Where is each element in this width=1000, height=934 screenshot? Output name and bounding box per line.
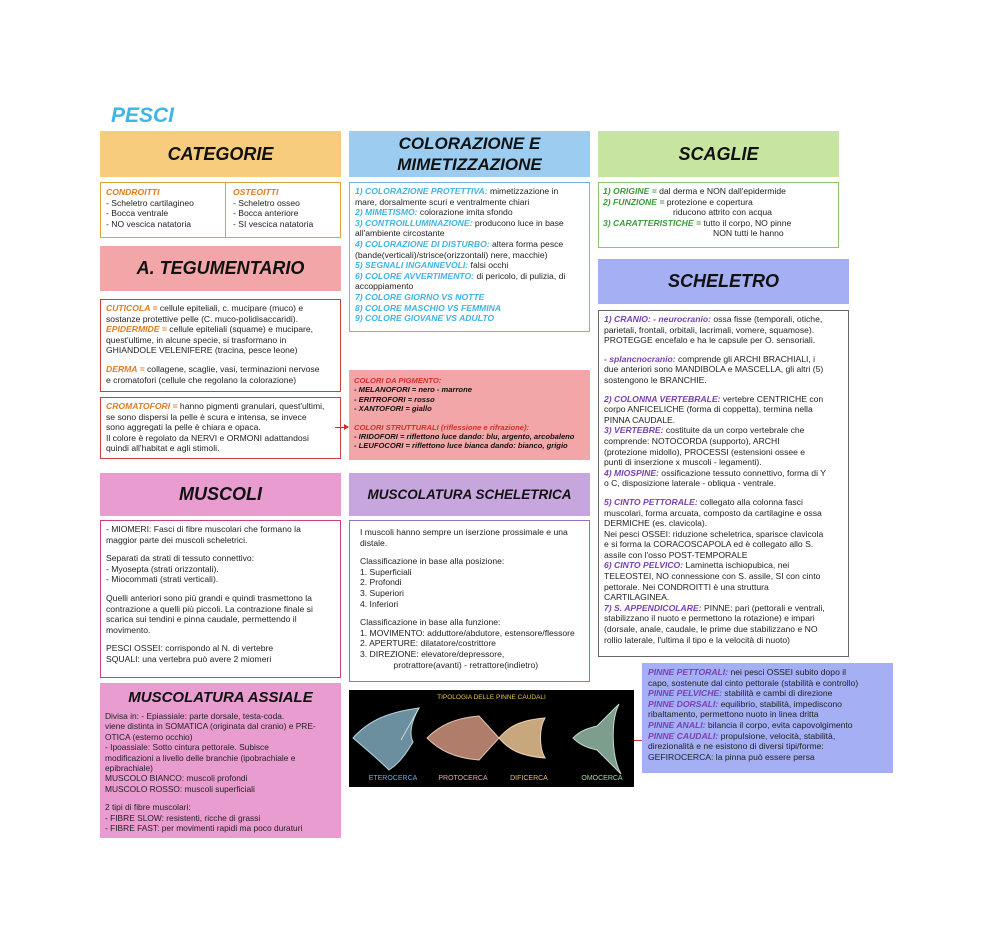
cromatofori-line-text: hanno pigmenti granulari, quest'ultimi, bbox=[177, 401, 325, 411]
scaglie-line bbox=[603, 186, 833, 197]
cromatofori-arrow bbox=[335, 427, 348, 428]
tegumentario-line-label: EPIDERMIDE = bbox=[106, 324, 167, 335]
spacer bbox=[106, 585, 335, 593]
colorazione-item-text: (bande(verticali)/strisce(orizzontali) nere, macchie) bbox=[355, 249, 548, 260]
cromatofori-line bbox=[106, 422, 335, 433]
scheletro-line-label: 4) MIOSPINE: bbox=[604, 467, 659, 478]
colorazione-item bbox=[355, 303, 584, 314]
spacer bbox=[360, 609, 579, 617]
muscolatura-scheletrica-line: 2. APERTURE: dilatatore/costrittore bbox=[360, 638, 496, 649]
categorie-header: CATEGORIE bbox=[100, 131, 341, 177]
colorazione-item-text: colorazione imita sfondo bbox=[417, 207, 513, 218]
muscoli-line: - Miocommati (strati verticali). bbox=[106, 574, 219, 585]
muscolatura-assiale-line: viene distinta in SOMATICA (originata dal cranio) e PRE- bbox=[105, 721, 316, 732]
strutturali-line: - IRIDOFORI = riflettono luce dando: blu, argento, arcobaleno bbox=[354, 432, 575, 442]
condroitti-column bbox=[106, 187, 221, 229]
colorazione-item-text: all'ambiente circostante bbox=[355, 228, 445, 239]
muscoli-line: movimento. bbox=[106, 624, 151, 635]
muscoli-box bbox=[100, 520, 341, 678]
muscolatura-assiale-line: epibrachiale) bbox=[105, 763, 153, 774]
colorazione-item-text: accoppiamento bbox=[355, 281, 414, 292]
protocerca-label: PROTOCERCA bbox=[438, 775, 488, 782]
muscoli-line: PESCI OSSEI: corrispondo al N. di vertebre bbox=[106, 643, 274, 654]
scheletro-line-text: costituite da un corpo vertebrale che bbox=[663, 425, 805, 436]
pigmento-line: - MELANOFORI = nero - marrone bbox=[354, 385, 472, 395]
scaglie-line-text: dal derma e NON dall'epidermide bbox=[656, 186, 786, 196]
colorazione-item bbox=[355, 228, 584, 239]
scheletro-line bbox=[604, 354, 843, 365]
scheletro-line bbox=[604, 571, 843, 582]
muscolatura-assiale-line: - Ipoassiale: Sotto cintura pettorale. Subisce bbox=[105, 742, 269, 753]
pinne-line-text: capo, sostenute dal cinto pettorale (stabilità e controllo) bbox=[648, 677, 859, 688]
colorazione-header-line1: COLORAZIONE E bbox=[398, 134, 541, 153]
muscolatura-scheletrica-line: 3. DIREZIONE: elevatore/depressore, bbox=[360, 648, 505, 659]
colorazione-item-label: 5) SEGNALI INGANNEVOLI: bbox=[355, 260, 469, 271]
scheletro-line-text: collegato alla colonna fasci bbox=[697, 496, 803, 507]
osteoitti-line: - Scheletro osseo bbox=[233, 197, 300, 208]
muscoli-line: Quelli anteriori sono più grandi e quindi trasmettono la bbox=[106, 592, 312, 603]
scheletro-line-label: 2) COLONNA VERTEBRALE: bbox=[604, 393, 721, 404]
tegumentario-line bbox=[106, 364, 335, 375]
eterocerca-label: ETEROCERCA bbox=[368, 775, 418, 782]
tegumentario-line-text: GHIANDOLE VELENIFERE (tracina, pesce leone) bbox=[106, 345, 298, 356]
pinne-line bbox=[648, 678, 887, 689]
condroitti-line: - NO vescica natatoria bbox=[106, 218, 192, 229]
scheletro-line-text: DERMICHE (es. clavicola). bbox=[604, 518, 708, 529]
scheletro-line bbox=[604, 624, 843, 635]
scaglie-line-label: 3) CARATTERISTICHE = bbox=[603, 217, 701, 228]
tegumentario-line bbox=[106, 345, 335, 356]
pinne-line bbox=[648, 709, 887, 720]
colorazione-item-text: falsi occhi bbox=[468, 260, 509, 271]
muscolatura-scheletrica-line: I muscoli hanno sempre un iserzione prossimale e una bbox=[360, 527, 568, 537]
tegumentario-line-text: cellule epiteliali, c. mucipare (muco) e bbox=[157, 303, 304, 313]
spacer bbox=[105, 794, 336, 802]
pinne-line-label: PINNE CAUDALI: bbox=[648, 730, 719, 741]
colorazione-item bbox=[355, 197, 584, 208]
muscolatura-scheletrica-line: 1. MOVIMENTO: adduttore/abdutore, estensore/flessore bbox=[360, 627, 575, 638]
muscoli-line: contrazione a quelli più piccoli. La contrazione finale si bbox=[106, 603, 313, 614]
scheletro-line bbox=[604, 497, 843, 508]
colorazione-item bbox=[355, 250, 584, 261]
colorazione-item bbox=[355, 292, 584, 303]
scaglie-line-text: NON tutti le hanno bbox=[713, 228, 784, 239]
eterocerca-fin bbox=[353, 708, 419, 770]
muscolatura-scheletrica-header: MUSCOLATURA SCHELETRICA bbox=[349, 473, 590, 516]
tegumentario-line bbox=[106, 375, 335, 386]
pinne-line bbox=[648, 667, 887, 678]
scheletro-line-text: parietali, frontali, orbitali, lacrimali, vomere, squamose). bbox=[604, 324, 815, 335]
tegumentario-box-2 bbox=[100, 397, 341, 459]
osteoitti-column bbox=[233, 187, 339, 229]
scheletro-header: SCHELETRO bbox=[598, 259, 849, 304]
scheletro-line bbox=[604, 386, 843, 394]
scheletro-line bbox=[604, 603, 843, 614]
pinne-line-text: nei pesci OSSEI subito dopo il bbox=[728, 667, 847, 677]
scheletro-line-text: PINNA CAUDALE. bbox=[604, 414, 676, 425]
muscolatura-assiale-line: MUSCOLO BIANCO: muscoli profondi bbox=[105, 773, 248, 784]
colorazione-item bbox=[355, 207, 584, 218]
muscolatura-assiale-line: MUSCOLO ROSSO: muscoli superficiali bbox=[105, 783, 255, 794]
scaglie-line-text: riducono attrito con acqua bbox=[673, 207, 772, 218]
muscolatura-scheletrica-box bbox=[349, 520, 590, 682]
scheletro-line bbox=[604, 394, 843, 405]
page-title: PESCI bbox=[111, 104, 175, 127]
scheletro-box bbox=[598, 310, 849, 657]
scheletro-line-label: 3) VERTEBRE: bbox=[604, 425, 664, 436]
scheletro-line bbox=[604, 550, 843, 561]
colorazione-item bbox=[355, 313, 584, 324]
scheletro-line bbox=[604, 592, 843, 603]
muscoli-line: Separati da strati di tessuto connettivo: bbox=[106, 553, 255, 564]
scheletro-line-text: muscolari, forma arcuata, composto da cartilagine e ossa bbox=[604, 507, 822, 518]
muscoli-header: MUSCOLI bbox=[100, 473, 341, 516]
spacer bbox=[360, 548, 579, 556]
scheletro-line-text: PINNE: pari (pettorali e ventrali, bbox=[701, 602, 825, 613]
scheletro-line-text: sostengono le BRANCHIE. bbox=[604, 374, 707, 385]
scheletro-line bbox=[604, 457, 843, 468]
colorazione-item-text: altera forma pesce bbox=[489, 238, 564, 249]
scheletro-line bbox=[604, 335, 843, 346]
osteoitti-line: - Bocca anteriore bbox=[233, 208, 299, 219]
colorazione-item-label: 4) COLORAZIONE DI DISTURBO: bbox=[355, 238, 490, 249]
scheletro-line-text: punti di inserzione x muscoli - legamenti). bbox=[604, 457, 762, 468]
scaglie-line-text: protezione e copertura bbox=[664, 196, 753, 207]
colorazione-item bbox=[355, 260, 584, 271]
scheletro-line bbox=[604, 364, 843, 375]
scheletro-line-text: (dorsale, anale, caudale, le prime due stabilizzano e NO bbox=[604, 624, 818, 635]
scheletro-line bbox=[604, 314, 843, 325]
scheletro-line bbox=[604, 613, 843, 624]
tegumentario-line bbox=[106, 314, 335, 325]
scheletro-line-label: 6) CINTO PELVICO: bbox=[604, 560, 684, 571]
muscolatura-assiale-line: - FIBRE FAST: per movimenti rapidi ma poco duraturi bbox=[105, 823, 303, 834]
tegumentario-line bbox=[106, 335, 335, 346]
pinne-line-text: bilancia il corpo, evita capovolgimento bbox=[705, 719, 853, 730]
colorazione-item bbox=[355, 281, 584, 292]
scheletro-line bbox=[604, 436, 843, 447]
scheletro-line bbox=[604, 404, 843, 415]
pinne-line-label: PINNE PETTORALI: bbox=[648, 667, 729, 677]
scheletro-line-text: o C, disposizione laterale - obliqua - ventrale. bbox=[604, 478, 776, 489]
scheletro-line bbox=[604, 375, 843, 386]
muscoli-line: maggior parte dei muscoli scheletrici. bbox=[106, 534, 248, 545]
tegumentario-line bbox=[106, 324, 335, 335]
cromatofori-line bbox=[106, 401, 335, 412]
tegumentario-line-text: e cromatofori (cellule che regolano la colorazione) bbox=[106, 374, 297, 385]
scheletro-line-text: comprende gli ARCHI BRACHIALI, i bbox=[675, 353, 816, 364]
muscolatura-scheletrica-line: 3. Superiori bbox=[360, 587, 404, 598]
colorazione-header-line2: MIMETIZZAZIONE bbox=[397, 155, 542, 174]
strutturali-title: COLORI STRUTTURALI (riflessione e rifrazione): bbox=[354, 422, 530, 432]
scheletro-line bbox=[604, 447, 843, 458]
scheletro-line bbox=[604, 582, 843, 593]
scheletro-line bbox=[604, 425, 843, 436]
scheletro-line-text: due anteriori sono MANDIBOLA e MASCELLA, gli altri (5) bbox=[604, 364, 824, 375]
pinne-line bbox=[648, 720, 887, 731]
muscolatura-scheletrica-line: Classificazione in base alla posizione: bbox=[360, 556, 505, 567]
scheletro-line bbox=[604, 560, 843, 571]
osteoitti-line: - SI vescica natatoria bbox=[233, 218, 314, 229]
colorazione-item bbox=[355, 239, 584, 250]
cromatofori-line-text: Il colore è regolato da NERVI e ORMONI adattandosi bbox=[106, 432, 309, 443]
osteoitti-title: OSTEOITTI bbox=[233, 187, 279, 197]
muscolatura-assiale-line: - FIBRE SLOW: resistenti, ricche di grassi bbox=[105, 812, 261, 823]
tegumentario-line bbox=[106, 303, 335, 314]
scheletro-line-text: CARTILAGINEA. bbox=[604, 592, 670, 603]
scheletro-line bbox=[604, 489, 843, 497]
colorazione-item-label: 2) MIMETISMO: bbox=[355, 207, 418, 218]
pinne-line-text: direzionalità e ne esistono di diversi tipi/forme: bbox=[648, 741, 824, 752]
categorie-box bbox=[100, 182, 341, 238]
cromatofori-line bbox=[106, 443, 335, 454]
colorazione-item-text: di pericolo, di pulizia, di bbox=[474, 270, 566, 281]
scaglie-line bbox=[603, 218, 833, 229]
muscoli-line: SQUALI: una vertebra può avere 2 miomeri bbox=[106, 653, 272, 664]
pinne-line-label: PINNE DORSALI: bbox=[648, 698, 719, 709]
tegumentario-line-label: DERMA = bbox=[106, 363, 145, 374]
pinne-line bbox=[648, 699, 887, 710]
colorazione-item bbox=[355, 271, 584, 282]
scaglie-box bbox=[598, 182, 839, 248]
pigmento-line: - ERITROFORI = rosso bbox=[354, 394, 435, 404]
pinne-line-text: equilibrio, stabilità, impediscono bbox=[718, 698, 842, 709]
scheletro-line-text: Nei pesci OSSEI: riduzione scheletrica, sparisce clavicola bbox=[604, 528, 824, 539]
pinne-box bbox=[642, 663, 893, 773]
tegumentario-line-text: quest'ultime, in alcune specie, si trasformano in bbox=[106, 334, 287, 345]
pinne-line-label: PINNE PELVICHE: bbox=[648, 688, 723, 699]
pinne-line-text: stabilità e cambi di direzione bbox=[722, 688, 833, 699]
colorazione-header bbox=[349, 131, 590, 177]
colorazione-item-text: mimetizzazione in bbox=[487, 186, 559, 196]
pigmento-title: COLORI DA PIGMENTO: bbox=[354, 376, 442, 385]
scheletro-line-label: 5) CINTO PETTORALE: bbox=[604, 496, 698, 507]
colorazione-item-label: 9) COLORE GIOVANE VS ADULTO bbox=[355, 313, 495, 324]
pinne-line-label: PINNE ANALI: bbox=[648, 719, 706, 730]
condroitti-line: - Scheletro cartilagineo bbox=[106, 197, 194, 208]
scaglie-line-label: 2) FUNZIONE = bbox=[603, 196, 665, 207]
colorazione-item-label: 7) COLORE GIORNO VS NOTTE bbox=[355, 291, 485, 302]
scheletro-line bbox=[604, 468, 843, 479]
scheletro-line-label: - splancnocranio: bbox=[604, 353, 676, 364]
scheletro-line-text: PROTEGGE encefalo e ha le capsule per O. sensoriali. bbox=[604, 335, 816, 346]
muscoli-line: scarica sui tendini e pinna caudale, permettendo il bbox=[106, 614, 297, 625]
cromatofori-line-text: se sono dispersi la pelle è scura e intensa, se invece bbox=[106, 411, 307, 422]
muscolatura-scheletrica-line: 1. Superficiali bbox=[360, 566, 412, 577]
colorazione-item-label: 1) COLORAZIONE PROTETTIVA: bbox=[355, 186, 488, 196]
scheletro-line-text: comprende: NOTOCORDA (supporto), ARCHI bbox=[604, 435, 780, 446]
colorazione-item bbox=[355, 186, 584, 197]
scheletro-line-text: TELEOSTEI, NO connessione con S. assile, SI con cinto bbox=[604, 571, 821, 582]
scheletro-line-text: Laminetta ischiopubica, nei bbox=[683, 560, 790, 571]
colorazione-item-label: 6) COLORE AVVERTIMENTO: bbox=[355, 270, 475, 281]
scheletro-line-text: assile con l'osso POST-TEMPORALE bbox=[604, 549, 748, 560]
pinne-line bbox=[648, 741, 887, 752]
omocerca-label: OMOCERCA bbox=[581, 775, 623, 782]
muscolatura-scheletrica-line: 4. Inferiori bbox=[360, 598, 399, 609]
scheletro-line bbox=[604, 478, 843, 489]
scheletro-line bbox=[604, 539, 843, 550]
spacer bbox=[106, 545, 335, 553]
scheletro-line-text: pettorale. Nei CONDROITTI è una struttura bbox=[604, 581, 769, 592]
muscolatura-assiale-header: MUSCOLATURA ASSIALE bbox=[128, 688, 313, 706]
pigmento-line: - XANTOFORI = giallo bbox=[354, 404, 432, 414]
muscolatura-assiale-line: OTICA (esterno occhio) bbox=[105, 731, 193, 742]
colorazione-item bbox=[355, 218, 584, 229]
scaglie-line-text: tutto il corpo, NO pinne bbox=[700, 217, 792, 228]
muscoli-line: - Myosepta (strati orizzontali). bbox=[106, 563, 219, 574]
scheletro-line-text: e si forma la CORACOSCAPOLA ed è collegato allo S. bbox=[604, 539, 814, 550]
tegumentario-line bbox=[106, 356, 335, 364]
pinne-line bbox=[648, 731, 887, 742]
scheletro-line-text: (protezione midollo), PROCESSI (estensioni ossee e bbox=[604, 446, 806, 457]
muscolatura-assiale-box bbox=[100, 683, 341, 838]
colorazione-item-label: 3) CONTROILLUMINAZIONE: bbox=[355, 217, 473, 228]
muscolatura-scheletrica-line: protrattore(avanti) - retrattore(indietro) bbox=[360, 659, 539, 670]
muscolatura-scheletrica-line: Classificazione in base alla funzione: bbox=[360, 617, 501, 628]
tegumentario-box-1 bbox=[100, 299, 341, 392]
fin-illustrations bbox=[349, 690, 634, 787]
scheletro-line-text: vertebre CENTRICHE con bbox=[720, 393, 824, 404]
muscoli-line: - MIOMERI: Fasci di fibre muscolari che formano la bbox=[106, 524, 301, 534]
muscolatura-assiale-line: modificazioni a livello delle branchie (ipobrachiale e bbox=[105, 752, 296, 763]
protocerca-fin bbox=[427, 716, 499, 760]
scheletro-line-text: corpo ANFICELICHE (forma di coppetta), termina nella bbox=[604, 404, 813, 415]
tegumentario-line-text: sostanze protettive pelle (C. muco-polidisaccaridi). bbox=[106, 313, 299, 324]
tegumentario-line-label: CUTICOLA = bbox=[106, 303, 158, 313]
tegumentario-header: A. TEGUMENTARIO bbox=[100, 246, 341, 291]
spacer bbox=[106, 635, 335, 643]
strutturali-line: - LEUFOCORI = riflettono luce bianca dando: bianco, grigio bbox=[354, 441, 568, 451]
pinne-line bbox=[648, 688, 887, 699]
pinne-caudali-image bbox=[349, 690, 634, 787]
colorazione-item-text: producono luce in base bbox=[472, 217, 564, 228]
scheletro-line bbox=[604, 415, 843, 426]
pinne-line-text: propulsione, velocità, stabilità, bbox=[718, 730, 836, 741]
scaglie-line-label: 1) ORIGINE = bbox=[603, 186, 657, 196]
categorie-divider bbox=[225, 183, 226, 237]
muscolatura-scheletrica-line: distale. bbox=[360, 537, 388, 548]
scaglie-line bbox=[603, 228, 833, 239]
scheletro-line bbox=[604, 508, 843, 519]
pinne-caudali-title: TIPOLOGIA DELLE PINNE CAUDALI bbox=[437, 694, 546, 701]
dificerca-fin bbox=[499, 718, 545, 758]
colorazione-item-text: mare, dorsalmente scuri e ventralmente chiari bbox=[355, 196, 530, 207]
colorazione-box bbox=[349, 182, 590, 332]
omocerca-fin bbox=[573, 704, 621, 774]
cromatofori-line-text: sono aggregati la pelle è chiara e opaca. bbox=[106, 422, 261, 433]
cromatofori-line bbox=[106, 412, 335, 423]
cromatofori-line-text: quindi all'habitat e agli stimoli. bbox=[106, 443, 220, 454]
scaglie-header: SCAGLIE bbox=[598, 131, 839, 177]
dificerca-label: DIFICERCA bbox=[510, 775, 548, 782]
scheletro-line-label: 1) CRANIO: - neurocranio: bbox=[604, 314, 711, 324]
scheletro-line bbox=[604, 635, 843, 646]
tegumentario-line-text: cellule epiteliali (squame) e mucipare, bbox=[166, 324, 314, 335]
scheletro-line-label: 7) S. APPENDICOLARE: bbox=[604, 602, 702, 613]
scheletro-line-text: rollio laterale, l'ultima il tipo e la velocità di nuoto) bbox=[604, 634, 791, 645]
scaglie-line bbox=[603, 207, 833, 218]
condroitti-title: CONDROITTI bbox=[106, 187, 160, 197]
pinne-line-text: GEFIROCERCA: la pinna può essere persa bbox=[648, 751, 815, 762]
muscolatura-assiale-text bbox=[100, 711, 341, 833]
pinne-line bbox=[648, 752, 887, 763]
scheletro-line bbox=[604, 325, 843, 336]
scheletro-line bbox=[604, 346, 843, 354]
cromatofori-line-label: CROMATOFORI = bbox=[106, 401, 178, 411]
pigmento-box bbox=[349, 370, 590, 460]
pinne-line-text: ribaltamento, permettono nuoto in linea dritta bbox=[648, 709, 819, 720]
cromatofori-line bbox=[106, 433, 335, 444]
scheletro-line-text: ossa fisse (temporali, otiche, bbox=[710, 314, 823, 324]
scaglie-line bbox=[603, 197, 833, 208]
condroitti-line: - Bocca ventrale bbox=[106, 208, 169, 219]
scheletro-line-text: ossificazione tessuto connettivo, forma di Y bbox=[658, 467, 826, 478]
scheletro-line bbox=[604, 518, 843, 529]
muscolatura-assiale-line: 2 tipi di fibre muscolari: bbox=[105, 802, 191, 813]
scheletro-line-text: stabilizzano il nuoto e permettono la rotazione) e impari bbox=[604, 613, 815, 624]
colorazione-item-label: 8) COLORE MASCHIO VS FEMMINA bbox=[355, 302, 502, 313]
tegumentario-line-text: collagene, scaglie, vasi, terminazioni nervose bbox=[144, 363, 320, 374]
muscolatura-assiale-line: Divisa in: - Epiassiale: parte dorsale, testa-coda. bbox=[105, 711, 285, 721]
muscolatura-scheletrica-line: 2. Profondi bbox=[360, 577, 402, 588]
scheletro-line bbox=[604, 529, 843, 540]
